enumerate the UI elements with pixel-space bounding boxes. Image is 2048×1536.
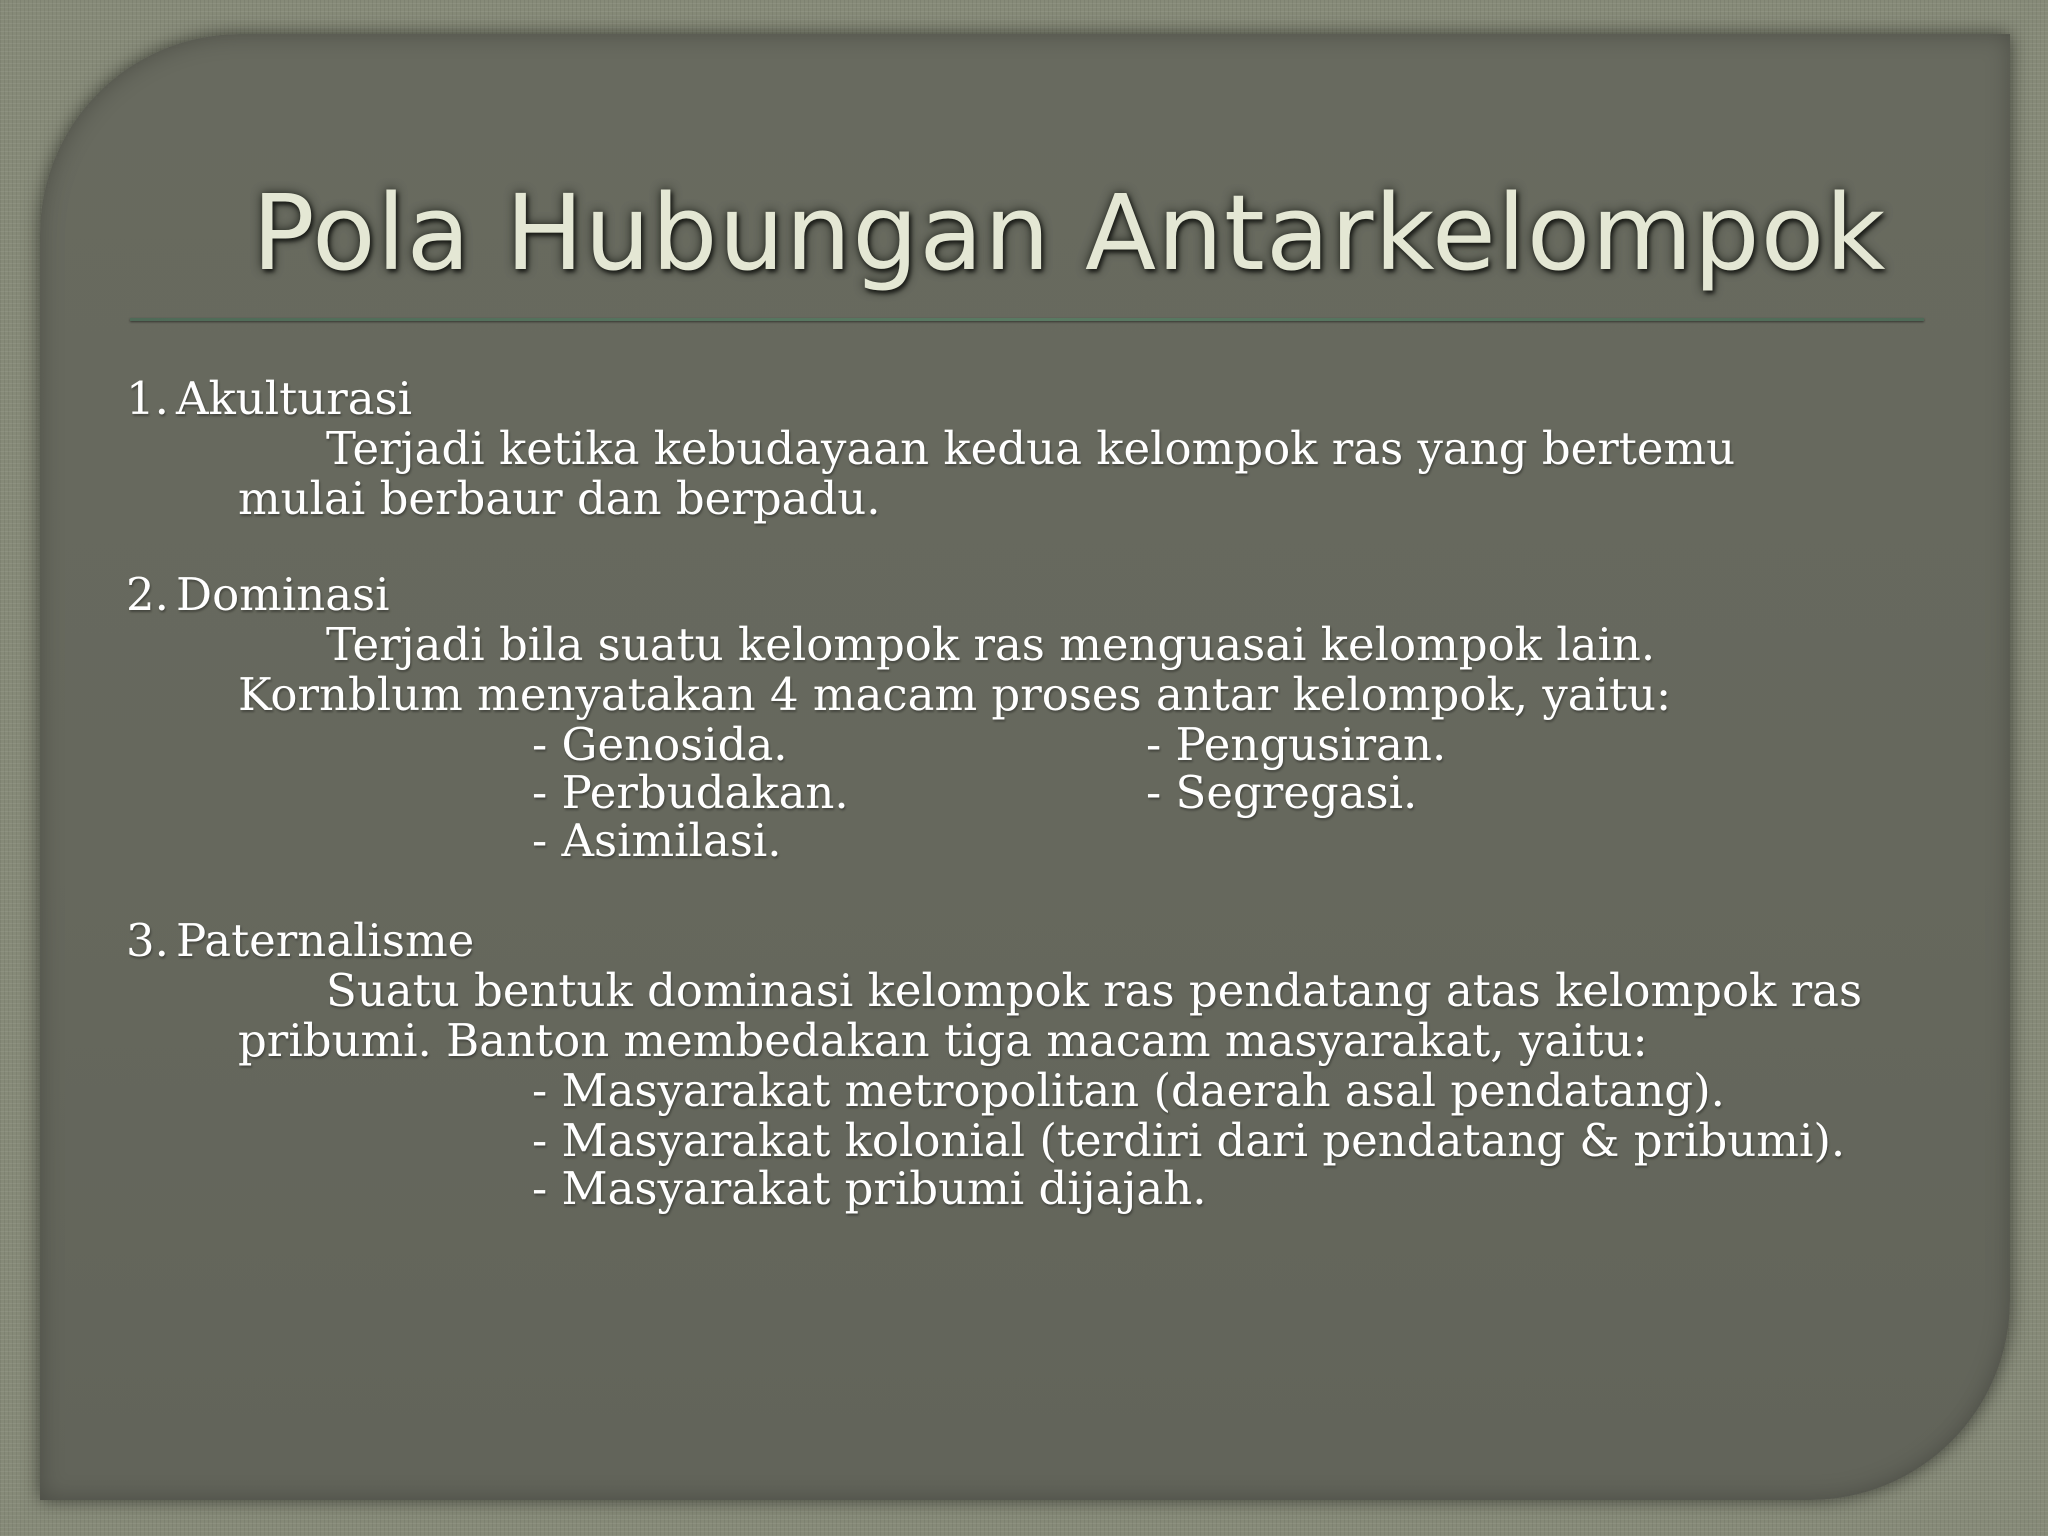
section-2-list-item-asimilasi: - Asimilasi.: [532, 814, 782, 867]
section-2-heading: Dominasi: [176, 568, 390, 621]
section-3-heading-line: [126, 914, 474, 968]
slide-title: Pola Hubungan Antarkelompok: [252, 172, 1887, 294]
section-3-body-line-2: pribumi. Banton membedakan tiga macam masyarakat, yaitu:: [238, 1014, 1648, 1067]
section-3-body-line-1: Suatu bentuk dominasi kelompok ras pendatang atas kelompok ras: [326, 964, 1863, 1017]
section-3-heading: Paternalisme: [176, 914, 475, 967]
section-2-body-line-1: Terjadi bila suatu kelompok ras menguasai kelompok lain.: [326, 618, 1656, 671]
section-3-number: 3.: [126, 914, 169, 967]
section-2-list-item-genosida: - Genosida.: [532, 718, 788, 771]
section-1-body-line-2: mulai berbaur dan berpadu.: [238, 472, 881, 525]
section-1-number: 1.: [126, 372, 169, 425]
section-2-list-item-pengusiran: - Pengusiran.: [1146, 718, 1447, 771]
section-2-body-line-2: Kornblum menyatakan 4 macam proses antar kelompok, yaitu:: [238, 668, 1672, 721]
section-2-list-item-segregasi: - Segregasi.: [1146, 766, 1418, 819]
section-1-body-line-1: Terjadi ketika kebudayaan kedua kelompok ras yang bertemu: [326, 422, 1736, 475]
section-3-list-item-kolonial: - Masyarakat kolonial (terdiri dari pendatang & pribumi).: [532, 1114, 1846, 1167]
section-2-list-item-perbudakan: - Perbudakan.: [532, 766, 849, 819]
section-3-list-item-metropolitan: - Masyarakat metropolitan (daerah asal pendatang).: [532, 1064, 1725, 1117]
section-3-list-item-pribumi: - Masyarakat pribumi dijajah.: [532, 1162, 1207, 1215]
section-1-heading: Akulturasi: [176, 372, 413, 425]
section-2-number: 2.: [126, 568, 169, 621]
section-1-heading-line: [126, 372, 412, 426]
section-2-heading-line: [126, 568, 390, 622]
